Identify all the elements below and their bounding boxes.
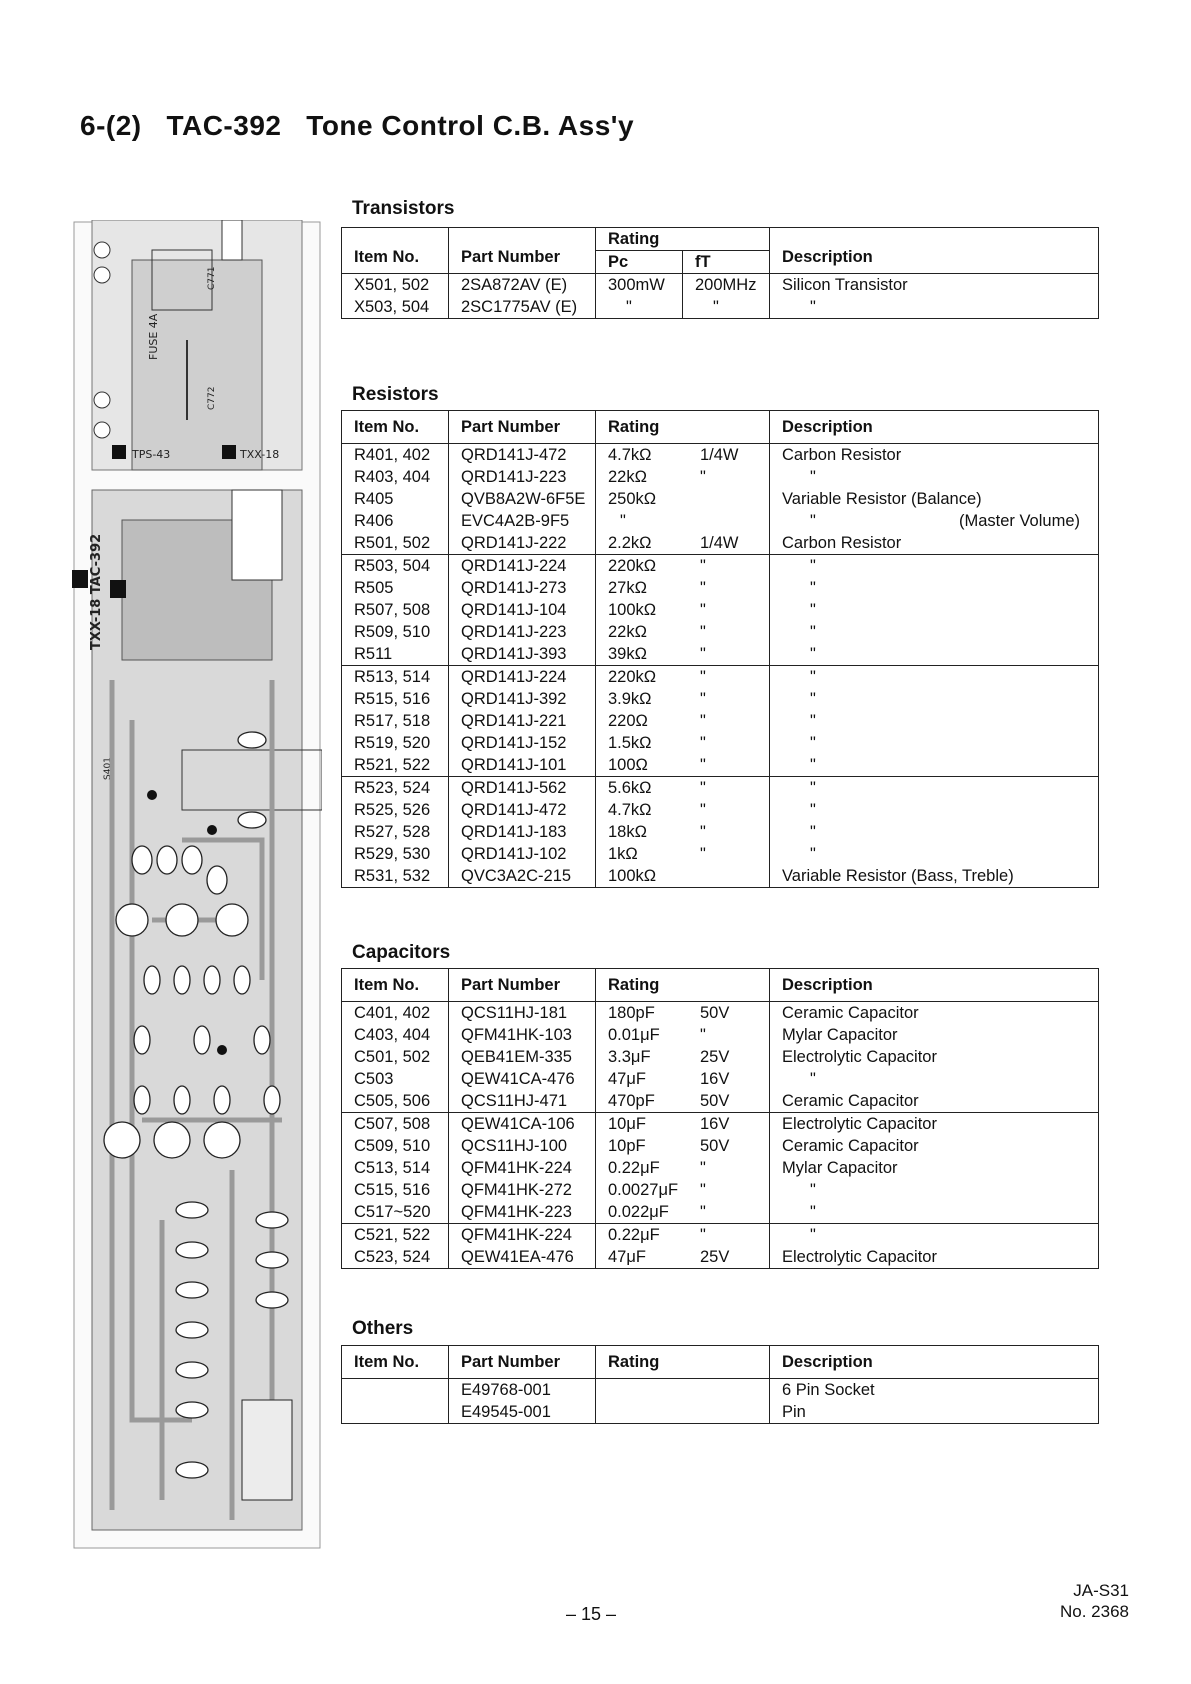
rating xyxy=(596,444,770,467)
item-no: R523, 524 xyxy=(342,777,449,800)
rating xyxy=(596,865,770,888)
part-number: QFM41HK-224 xyxy=(449,1157,596,1179)
rating xyxy=(596,777,770,800)
header-rating: Rating xyxy=(596,228,770,251)
resistor-group-3 xyxy=(342,666,1099,777)
item-no: R527, 528 xyxy=(342,821,449,843)
description: Ceramic Capacitor xyxy=(770,1090,1099,1113)
rating-voltage: " xyxy=(700,1181,706,1199)
item-no: R505 xyxy=(342,577,449,599)
rating xyxy=(596,1401,770,1424)
part-number: QVC3A2C-215 xyxy=(449,865,596,888)
description: Electrolytic Capacitor xyxy=(770,1046,1099,1068)
header-item: Item No. xyxy=(342,411,449,444)
rating-power: 1/4W xyxy=(700,534,739,552)
rating xyxy=(596,1068,770,1090)
rating-value: 0.022μF xyxy=(608,1203,669,1221)
part-number: QCS11HJ-100 xyxy=(449,1135,596,1157)
description: " xyxy=(770,754,1099,777)
table-row xyxy=(342,1379,1099,1402)
part-number: QRD141J-472 xyxy=(449,444,596,467)
part-number: QFM41HK-272 xyxy=(449,1179,596,1201)
part-number: QRD141J-102 xyxy=(449,843,596,865)
rating-power: " xyxy=(700,823,706,841)
rating-voltage: 50V xyxy=(700,1137,730,1155)
part-number: QRD141J-223 xyxy=(449,466,596,488)
description: Variable Resistor (Bass, Treble) xyxy=(770,865,1099,888)
item-no: R405 xyxy=(342,488,449,510)
header-part: Part Number xyxy=(449,411,596,444)
rating xyxy=(596,1090,770,1113)
rating-value: 180pF xyxy=(608,1004,655,1022)
description: Variable Resistor (Balance) xyxy=(770,488,1099,510)
item-no: C513, 514 xyxy=(342,1157,449,1179)
part-number: QRD141J-104 xyxy=(449,599,596,621)
rating xyxy=(596,1246,770,1269)
rating xyxy=(596,466,770,488)
rating-value: 39kΩ xyxy=(608,645,647,663)
part-number: QRD141J-392 xyxy=(449,688,596,710)
rating-power: 1/4W xyxy=(700,446,739,464)
rating-value: 100Ω xyxy=(608,756,648,774)
rating xyxy=(596,510,770,532)
item-no: X503, 504 xyxy=(342,296,449,319)
resistors-heading: Resistors xyxy=(352,384,439,405)
c771-label: C771 xyxy=(207,266,217,290)
rating-value: 22kΩ xyxy=(608,623,647,641)
item-no: R501, 502 xyxy=(342,532,449,555)
rating-value: 100kΩ xyxy=(608,867,657,885)
header-ft: fT xyxy=(683,251,770,274)
rating-value: 2.2kΩ xyxy=(608,534,652,552)
table-row xyxy=(342,296,1099,319)
header-desc: Description xyxy=(770,411,1099,444)
description: " xyxy=(770,843,1099,865)
capacitor-group-3 xyxy=(342,1224,1099,1269)
table-row xyxy=(342,488,1099,510)
rating-value: 220Ω xyxy=(608,712,648,730)
description: " xyxy=(770,621,1099,643)
rating xyxy=(596,643,770,666)
table-row xyxy=(342,599,1099,621)
rating-value: 47μF xyxy=(608,1248,646,1266)
rating-voltage: " xyxy=(700,1203,706,1221)
rating-value: 4.7kΩ xyxy=(608,446,652,464)
description: " xyxy=(770,777,1099,800)
rating-value: 220kΩ xyxy=(608,668,657,686)
rating xyxy=(596,1379,770,1402)
header-item: Item No. xyxy=(342,969,449,1002)
part-number: QFM41HK-224 xyxy=(449,1224,596,1247)
item-no: C507, 508 xyxy=(342,1113,449,1136)
description: " xyxy=(770,799,1099,821)
header-desc: Description xyxy=(770,969,1099,1002)
pcb-layout-illustration xyxy=(72,220,322,1550)
table-row xyxy=(342,1090,1099,1113)
description: Pin xyxy=(770,1401,1099,1424)
rating-value: 1.5kΩ xyxy=(608,734,652,752)
item-no: C521, 522 xyxy=(342,1224,449,1247)
others-heading: Others xyxy=(352,1318,414,1339)
item-no: X501, 502 xyxy=(342,274,449,297)
part-number: QEB41EM-335 xyxy=(449,1046,596,1068)
part-number: QCS11HJ-181 xyxy=(449,1002,596,1025)
part-number: 2SA872AV (E) xyxy=(449,274,596,297)
rating-value: 18kΩ xyxy=(608,823,647,841)
item-no: C523, 524 xyxy=(342,1246,449,1269)
item-no: R403, 404 xyxy=(342,466,449,488)
part-number: E49768-001 xyxy=(449,1379,596,1402)
rating-power: " xyxy=(700,601,706,619)
rating xyxy=(596,1201,770,1224)
header-rating: Rating xyxy=(596,969,770,1002)
rating-value: 470pF xyxy=(608,1092,655,1110)
rating-voltage: 50V xyxy=(700,1092,730,1110)
item-no xyxy=(342,1401,449,1424)
item-no: R406 xyxy=(342,510,449,532)
part-number: QRD141J-101 xyxy=(449,754,596,777)
description: " xyxy=(770,688,1099,710)
header-pc: Pc xyxy=(596,251,683,274)
rating-voltage: " xyxy=(700,1026,706,1044)
rating-power: " xyxy=(700,668,706,686)
table-row xyxy=(342,1024,1099,1046)
table-row xyxy=(342,1002,1099,1025)
rating-voltage: " xyxy=(700,1226,706,1244)
rating-power: " xyxy=(700,645,706,663)
rating-power: " xyxy=(700,579,706,597)
txx-label: TXX-18 xyxy=(240,448,280,461)
part-number: QCS11HJ-471 xyxy=(449,1090,596,1113)
part-number: 2SC1775AV (E) xyxy=(449,296,596,319)
rating xyxy=(596,732,770,754)
rating-value: " xyxy=(620,512,626,530)
rating xyxy=(596,532,770,555)
description: Carbon Resistor xyxy=(770,532,1099,555)
part-number: QFM41HK-223 xyxy=(449,1201,596,1224)
description: " xyxy=(770,732,1099,754)
table-row xyxy=(342,1201,1099,1224)
part-number: QFM41HK-103 xyxy=(449,1024,596,1046)
tps-label: TPS-43 xyxy=(132,448,171,461)
rating-voltage: 25V xyxy=(700,1048,730,1066)
table-row xyxy=(342,510,1099,532)
item-no: R401, 402 xyxy=(342,444,449,467)
rating-pc: " xyxy=(596,296,683,319)
rating xyxy=(596,688,770,710)
capacitors-heading: Capacitors xyxy=(352,942,451,963)
table-row xyxy=(342,1068,1099,1090)
rating-value: 220kΩ xyxy=(608,557,657,575)
rating-voltage: 16V xyxy=(700,1070,730,1088)
item-no: R509, 510 xyxy=(342,621,449,643)
table-row xyxy=(342,1224,1099,1247)
part-number: E49545-001 xyxy=(449,1401,596,1424)
part-number: QRD141J-183 xyxy=(449,821,596,843)
capacitors-table xyxy=(341,968,1099,1269)
capacitor-group-2 xyxy=(342,1113,1099,1224)
table-row xyxy=(342,688,1099,710)
rating-power: " xyxy=(700,623,706,641)
item-no: C509, 510 xyxy=(342,1135,449,1157)
rating xyxy=(596,1046,770,1068)
description: " xyxy=(770,1224,1099,1247)
header-part: Part Number xyxy=(449,969,596,1002)
item-no: C515, 516 xyxy=(342,1179,449,1201)
header-rating: Rating xyxy=(596,411,770,444)
item-no: R521, 522 xyxy=(342,754,449,777)
rating-voltage: 50V xyxy=(700,1004,730,1022)
description: " xyxy=(770,1068,1099,1090)
part-number: EVC4A2B-9F5 xyxy=(449,510,596,532)
description: " xyxy=(770,599,1099,621)
description: Silicon Transistor xyxy=(770,274,1099,297)
item-no: R511 xyxy=(342,643,449,666)
description: " xyxy=(770,466,1099,488)
others-table xyxy=(341,1345,1099,1424)
part-number: QRD141J-273 xyxy=(449,577,596,599)
item-no: R525, 526 xyxy=(342,799,449,821)
part-number: QVB8A2W-6F5E xyxy=(449,488,596,510)
rating xyxy=(596,710,770,732)
table-row xyxy=(342,555,1099,578)
rating xyxy=(596,577,770,599)
rating xyxy=(596,1113,770,1136)
page-title: 6-(2) TAC-392 Tone Control C.B. Ass'y xyxy=(80,110,635,141)
header-desc: Description xyxy=(770,228,1099,274)
item-no: C503 xyxy=(342,1068,449,1090)
doc-number: No. 2368 xyxy=(1060,1602,1129,1621)
rating-power: " xyxy=(700,690,706,708)
page-number: – 15 – xyxy=(566,1604,617,1624)
header-part: Part Number xyxy=(449,1346,596,1379)
rating-value: 0.22μF xyxy=(608,1159,660,1177)
rating-pc: 300mW xyxy=(596,274,683,297)
description: " xyxy=(770,577,1099,599)
c772-label: C772 xyxy=(207,386,217,410)
item-no xyxy=(342,1379,449,1402)
rating xyxy=(596,621,770,643)
description: 6 Pin Socket xyxy=(770,1379,1099,1402)
header-part: Part Number xyxy=(449,228,596,274)
item-no: R531, 532 xyxy=(342,865,449,888)
rating xyxy=(596,1135,770,1157)
part-number: QRD141J-562 xyxy=(449,777,596,800)
rating-voltage: 16V xyxy=(700,1115,730,1133)
header-rating: Rating xyxy=(596,1346,770,1379)
table-row xyxy=(342,666,1099,689)
item-no: R503, 504 xyxy=(342,555,449,578)
part-number: QRD141J-224 xyxy=(449,555,596,578)
table-row xyxy=(342,799,1099,821)
item-no: C517~520 xyxy=(342,1201,449,1224)
description: " xyxy=(770,1179,1099,1201)
rating xyxy=(596,599,770,621)
rating xyxy=(596,666,770,689)
header-desc: Description xyxy=(770,1346,1099,1379)
rating-value: 100kΩ xyxy=(608,601,657,619)
table-row xyxy=(342,1135,1099,1157)
item-no: C401, 402 xyxy=(342,1002,449,1025)
item-no: R519, 520 xyxy=(342,732,449,754)
description: " xyxy=(770,710,1099,732)
rating-power: " xyxy=(700,468,706,486)
item-no: R507, 508 xyxy=(342,599,449,621)
s401-label: S401 xyxy=(103,757,113,780)
table-row xyxy=(342,710,1099,732)
table-row xyxy=(342,754,1099,777)
table-row xyxy=(342,1246,1099,1269)
description-detail: (Master Volume) xyxy=(958,512,1080,530)
description: Ceramic Capacitor xyxy=(770,1002,1099,1025)
table-row xyxy=(342,843,1099,865)
table-row xyxy=(342,577,1099,599)
rating-value: 0.22μF xyxy=(608,1226,660,1244)
part-number: QEW41CA-476 xyxy=(449,1068,596,1090)
resistor-group-1 xyxy=(342,444,1099,555)
header-item: Item No. xyxy=(342,1346,449,1379)
table-row xyxy=(342,274,1099,297)
rating-value: 3.9kΩ xyxy=(608,690,652,708)
transistors-table xyxy=(341,227,1099,319)
table-row xyxy=(342,466,1099,488)
table-row xyxy=(342,1046,1099,1068)
description-ditto: " xyxy=(810,512,816,530)
part-number: QEW41EA-476 xyxy=(449,1246,596,1269)
description: Ceramic Capacitor xyxy=(770,1135,1099,1157)
rating-power: " xyxy=(700,756,706,774)
description: " xyxy=(770,1201,1099,1224)
item-no: C501, 502 xyxy=(342,1046,449,1068)
table-row xyxy=(342,444,1099,467)
rating xyxy=(596,488,770,510)
item-no: R513, 514 xyxy=(342,666,449,689)
description: Mylar Capacitor xyxy=(770,1024,1099,1046)
rating-ft: 200MHz xyxy=(683,274,770,297)
rating-power: " xyxy=(700,734,706,752)
description: " xyxy=(770,643,1099,666)
rating xyxy=(596,1157,770,1179)
description xyxy=(770,510,1099,532)
rating xyxy=(596,1179,770,1201)
table-row xyxy=(342,1401,1099,1424)
rating xyxy=(596,555,770,578)
rating xyxy=(596,821,770,843)
description: " xyxy=(770,821,1099,843)
table-row xyxy=(342,1157,1099,1179)
resistors-table xyxy=(341,410,1099,888)
rating-value: 22kΩ xyxy=(608,468,647,486)
rating-power: " xyxy=(700,845,706,863)
header-item: Item No. xyxy=(342,228,449,274)
item-no: R517, 518 xyxy=(342,710,449,732)
rating-value: 10pF xyxy=(608,1137,646,1155)
rating xyxy=(596,843,770,865)
table-row xyxy=(342,532,1099,555)
part-number: QEW41CA-106 xyxy=(449,1113,596,1136)
rating-power: " xyxy=(700,779,706,797)
table-row xyxy=(342,865,1099,888)
table-row xyxy=(342,621,1099,643)
part-number: QRD141J-393 xyxy=(449,643,596,666)
capacitor-group-1 xyxy=(342,1002,1099,1113)
rating xyxy=(596,799,770,821)
rating xyxy=(596,1024,770,1046)
rating xyxy=(596,1224,770,1247)
rating-power: " xyxy=(700,801,706,819)
rating-value: 5.6kΩ xyxy=(608,779,652,797)
table-row xyxy=(342,1179,1099,1201)
table-row xyxy=(342,643,1099,666)
item-no: C505, 506 xyxy=(342,1090,449,1113)
fuse-label: FUSE 4A xyxy=(147,313,160,360)
table-row xyxy=(342,821,1099,843)
rating-value: 0.01μF xyxy=(608,1026,660,1044)
rating-power: " xyxy=(700,712,706,730)
table-row xyxy=(342,1113,1099,1136)
description: Mylar Capacitor xyxy=(770,1157,1099,1179)
part-number: QRD141J-472 xyxy=(449,799,596,821)
rating-value: 27kΩ xyxy=(608,579,647,597)
table-row xyxy=(342,732,1099,754)
resistor-group-4 xyxy=(342,777,1099,888)
rating-value: 47μF xyxy=(608,1070,646,1088)
part-number: QRD141J-224 xyxy=(449,666,596,689)
rating-value: 10μF xyxy=(608,1115,646,1133)
rating-value: 4.7kΩ xyxy=(608,801,652,819)
item-no: R515, 516 xyxy=(342,688,449,710)
description: Electrolytic Capacitor xyxy=(770,1246,1099,1269)
description: " xyxy=(770,555,1099,578)
rating-ft: " xyxy=(683,296,770,319)
rating xyxy=(596,754,770,777)
rating-power: " xyxy=(700,557,706,575)
rating-value: 3.3μF xyxy=(608,1048,651,1066)
document-id xyxy=(1060,1580,1129,1622)
description: Carbon Resistor xyxy=(770,444,1099,467)
description: Electrolytic Capacitor xyxy=(770,1113,1099,1136)
rating-value: 0.0027μF xyxy=(608,1181,679,1199)
part-number: QRD141J-152 xyxy=(449,732,596,754)
item-no: C403, 404 xyxy=(342,1024,449,1046)
rating xyxy=(596,1002,770,1025)
description: " xyxy=(770,666,1099,689)
description: " xyxy=(770,296,1099,319)
item-no: R529, 530 xyxy=(342,843,449,865)
part-number: QRD141J-222 xyxy=(449,532,596,555)
model-name: JA-S31 xyxy=(1073,1581,1129,1600)
part-number: QRD141J-223 xyxy=(449,621,596,643)
part-number: QRD141J-221 xyxy=(449,710,596,732)
rating-voltage: " xyxy=(700,1159,706,1177)
transistors-heading: Transistors xyxy=(352,198,455,219)
resistor-group-2 xyxy=(342,555,1099,666)
board-label: TXX-18 TAC-392 xyxy=(89,533,104,650)
table-row xyxy=(342,777,1099,800)
rating-voltage: 25V xyxy=(700,1248,730,1266)
rating-value: 250kΩ xyxy=(608,490,657,508)
rating-value: 1kΩ xyxy=(608,845,638,863)
